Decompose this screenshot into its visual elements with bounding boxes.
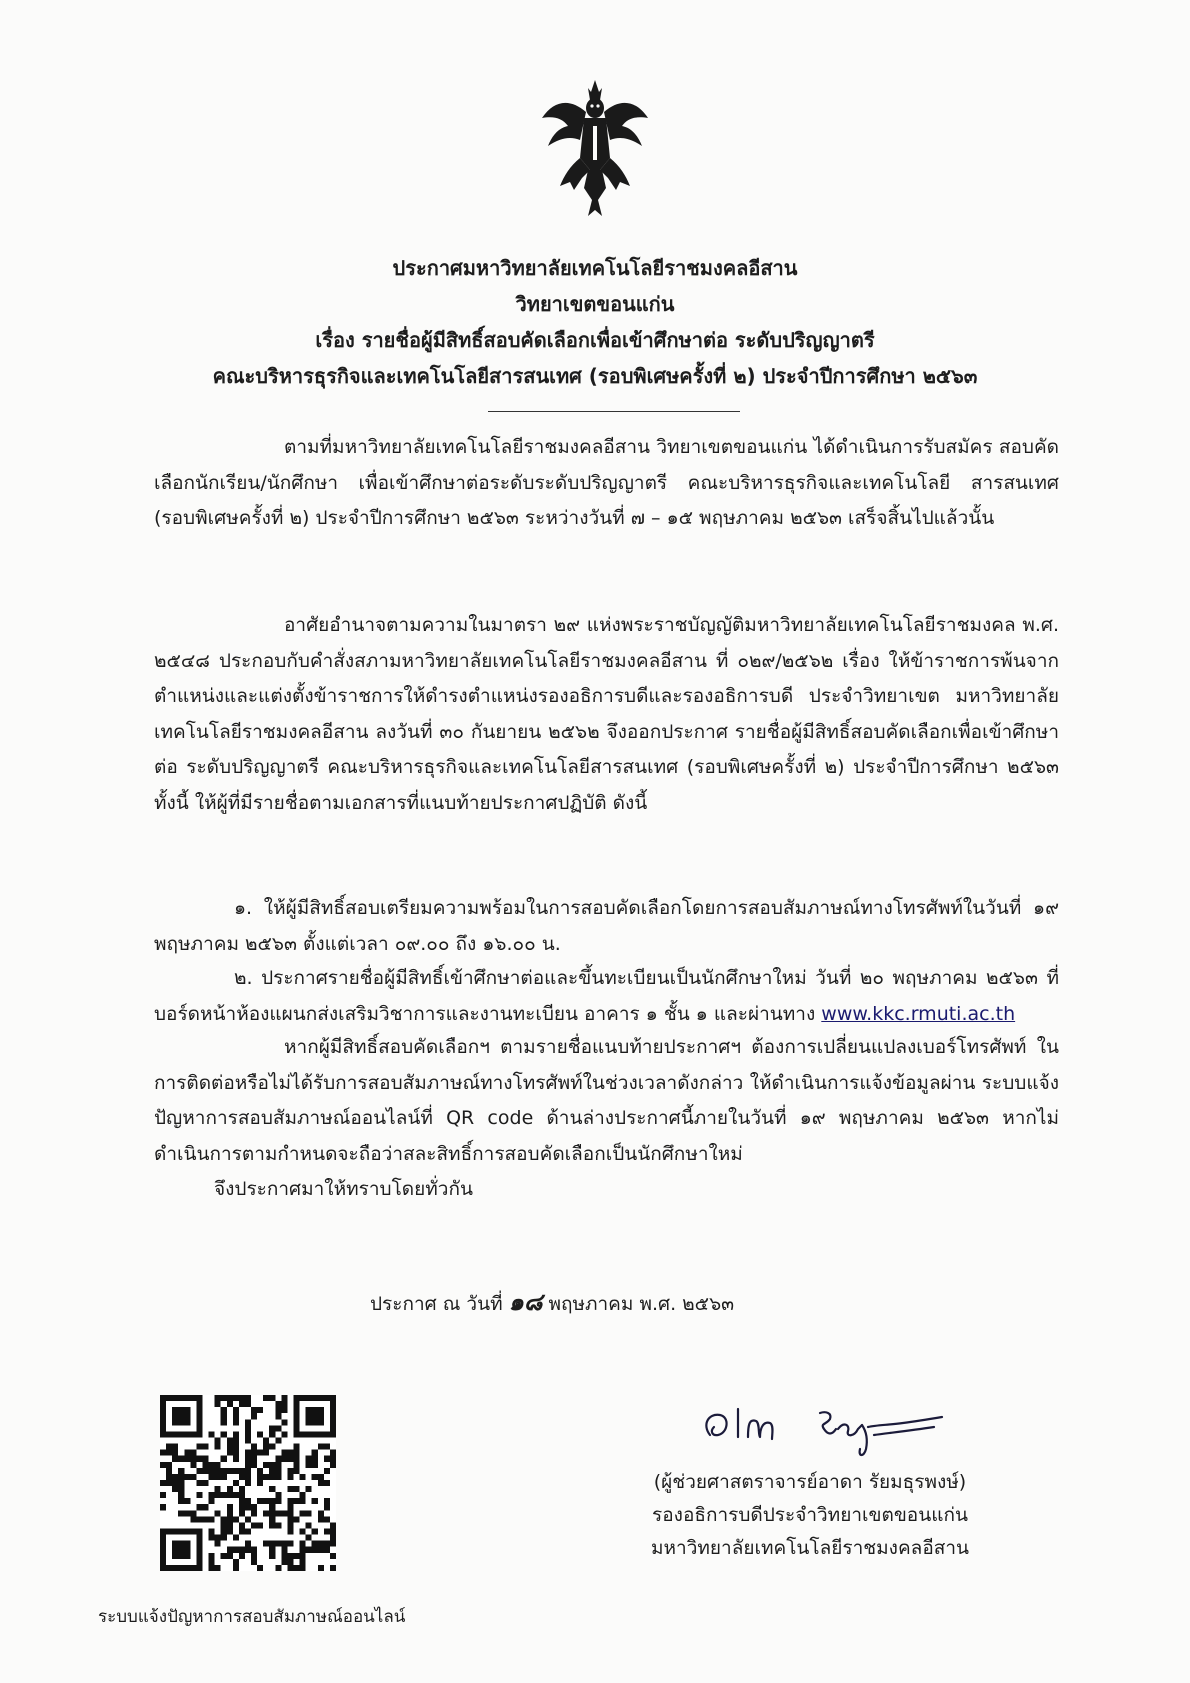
paragraph-1-text: ตามที่มหาวิทยาลัยเทคโนโลยีราชมงคลอีสาน วิทยาเขตขอนแก่น ได้ดำเนินการรับสมัคร สอบคัดเลือกนักเรียน/นักศึกษา เพื่อเข้าศึกษาต่อระดับระดับปริญญาตรี คณะบริหารธุรกิจและเทคโนโลยี สารสนเทศ (รอบพิเศษครั้งที่ ๒) ประจำปีการศึกษา ๒๕๖๓ ระหว่างวันที่ ๗ – ๑๕ พฤษภาคม ๒๕๖๓ เสร็จสิ้นไปแล้วนั้น [154, 436, 1059, 529]
date-prefix: ประกาศ ณ วันที่ [370, 1293, 503, 1315]
header-subject: เรื่อง รายชื่อผู้มีสิทธิ์สอบคัดเลือกเพื่อเข้าศึกษาต่อ ระดับปริญญาตรี [315, 328, 875, 352]
list-item-2-text: ๒. ประกาศรายชื่อผู้มีสิทธิ์เข้าศึกษาต่อและขึ้นทะเบียนเป็นนักศึกษาใหม่ วันที่ ๒๐ พฤษภาคม ๒๕๖๓ ที่บอร์ดหน้าห้องแผนกส่งเสริมวิชาการและงานทะเบียน อาคาร ๑ ชั้น ๑ และผ่านทาง [154, 967, 1059, 1025]
paragraph-2 [154, 608, 1059, 821]
signature-icon [698, 1395, 948, 1465]
header-divider [488, 411, 740, 412]
paragraph-2-text: อาศัยอำนาจตามความในมาตรา ๒๙ แห่งพระราชบัญญัติมหาวิทยาลัยเทคโนโลยีราชมงคล พ.ศ. ๒๕๔๘ ประกอบกับคำสั่งสภามหาวิทยาลัยเทคโนโลยีราชมงคลอีสาน ที่ ๐๒๙/๒๕๖๒ เรื่อง ให้ข้าราชการพ้นจากตำแหน่งและแต่งตั้งข้าราชการให้ดำรงตำแหน่งรองอธิการบดีและรองอธิการบดี ประจำวิทยาเขต มหาวิทยาลัยเทคโนโลยีราชมงคลอีสาน ลงวันที่ ๓๐ กันยายน ๒๕๖๒ จึงออกประกาศ รายชื่อผู้มีสิทธิ์สอบคัดเลือกเพื่อเข้าศึกษาต่อ ระดับปริญญาตรี คณะบริหารธุรกิจและเทคโนโลยีสารสนเทศ (รอบพิเศษครั้งที่ ๒) ประจำปีการศึกษา ๒๕๖๓ ทั้งนี้ ให้ผู้ที่มีรายชื่อตามเอกสารที่แนบท้ายประกาศปฏิบัติ ดังนี้ [154, 614, 1059, 814]
qr-code-icon[interactable] [160, 1395, 336, 1571]
date-suffix: พฤษภาคม พ.ศ. ๒๕๖๓ [548, 1293, 735, 1315]
date-day: ๑๘ [508, 1287, 543, 1316]
paragraph-3 [154, 1030, 1059, 1172]
closing-text: จึงประกาศมาให้ทราบโดยทั่วกัน [214, 1178, 473, 1200]
list-item-2-paragraph [154, 961, 1059, 1032]
list-item-1 [154, 891, 1059, 962]
announcement-header [160, 250, 1030, 394]
qr-caption: ระบบแจ้งปัญหาการสอบสัมภาษณ์ออนไลน์ [98, 1607, 406, 1627]
website-link[interactable]: www.kkc.rmuti.ac.th [821, 1002, 1016, 1025]
announcement-date [370, 1282, 734, 1321]
header-line-1: ประกาศมหาวิทยาลัยเทคโนโลยีราชมงคลอีสาน [392, 256, 798, 280]
list-item-2 [154, 961, 1059, 1032]
list-item-1-text: ๑. ให้ผู้มีสิทธิ์สอบเตรียมความพร้อมในการสอบคัดเลือกโดยการสอบสัมภาษณ์ทางโทรศัพท์ในวันที่ ๑๙ พฤษภาคม ๒๕๖๓ ตั้งแต่เวลา ๐๙.๐๐ ถึง ๑๖.๐๐ น. [154, 897, 1059, 955]
header-line-2: วิทยาเขตขอนแก่น [515, 292, 675, 316]
signatory-block [620, 1466, 1000, 1565]
garuda-emblem-icon [540, 78, 650, 218]
signatory-organization: มหาวิทยาลัยเทคโนโลยีราชมงคลอีสาน [651, 1537, 969, 1559]
paragraph-1 [154, 430, 1059, 537]
signatory-name: (ผู้ช่วยศาสตราจารย์อาดา รัยมธุรพงษ์) [653, 1471, 967, 1493]
paragraph-3-text: หากผู้มีสิทธิ์สอบคัดเลือกฯ ตามรายชื่อแนบท้ายประกาศฯ ต้องการเปลี่ยนแปลงเบอร์โทรศัพท์ ในการติดต่อหรือไม่ได้รับการสอบสัมภาษณ์ทางโทรศัพท์ในช่วงเวลาดังกล่าว ให้ดำเนินการแจ้งข้อมูลผ่าน ระบบแจ้งปัญหาการสอบสัมภาษณ์ออนไลน์ที่ QR code ด้านล่างประกาศนี้ภายในวันที่ ๑๙ พฤษภาคม ๒๕๖๓ หากไม่ดำเนินการตามกำหนดจะถือว่าสละสิทธิ์การสอบคัดเลือกเป็นนักศึกษาใหม่ [154, 1036, 1059, 1165]
header-faculty: คณะบริหารธุรกิจและเทคโนโลยีสารสนเทศ (รอบพิเศษครั้งที่ ๒) ประจำปีการศึกษา ๒๕๖๓ [212, 364, 978, 388]
signatory-position: รองอธิการบดีประจำวิทยาเขตขอนแก่น [652, 1504, 968, 1526]
closing [154, 1172, 1059, 1208]
